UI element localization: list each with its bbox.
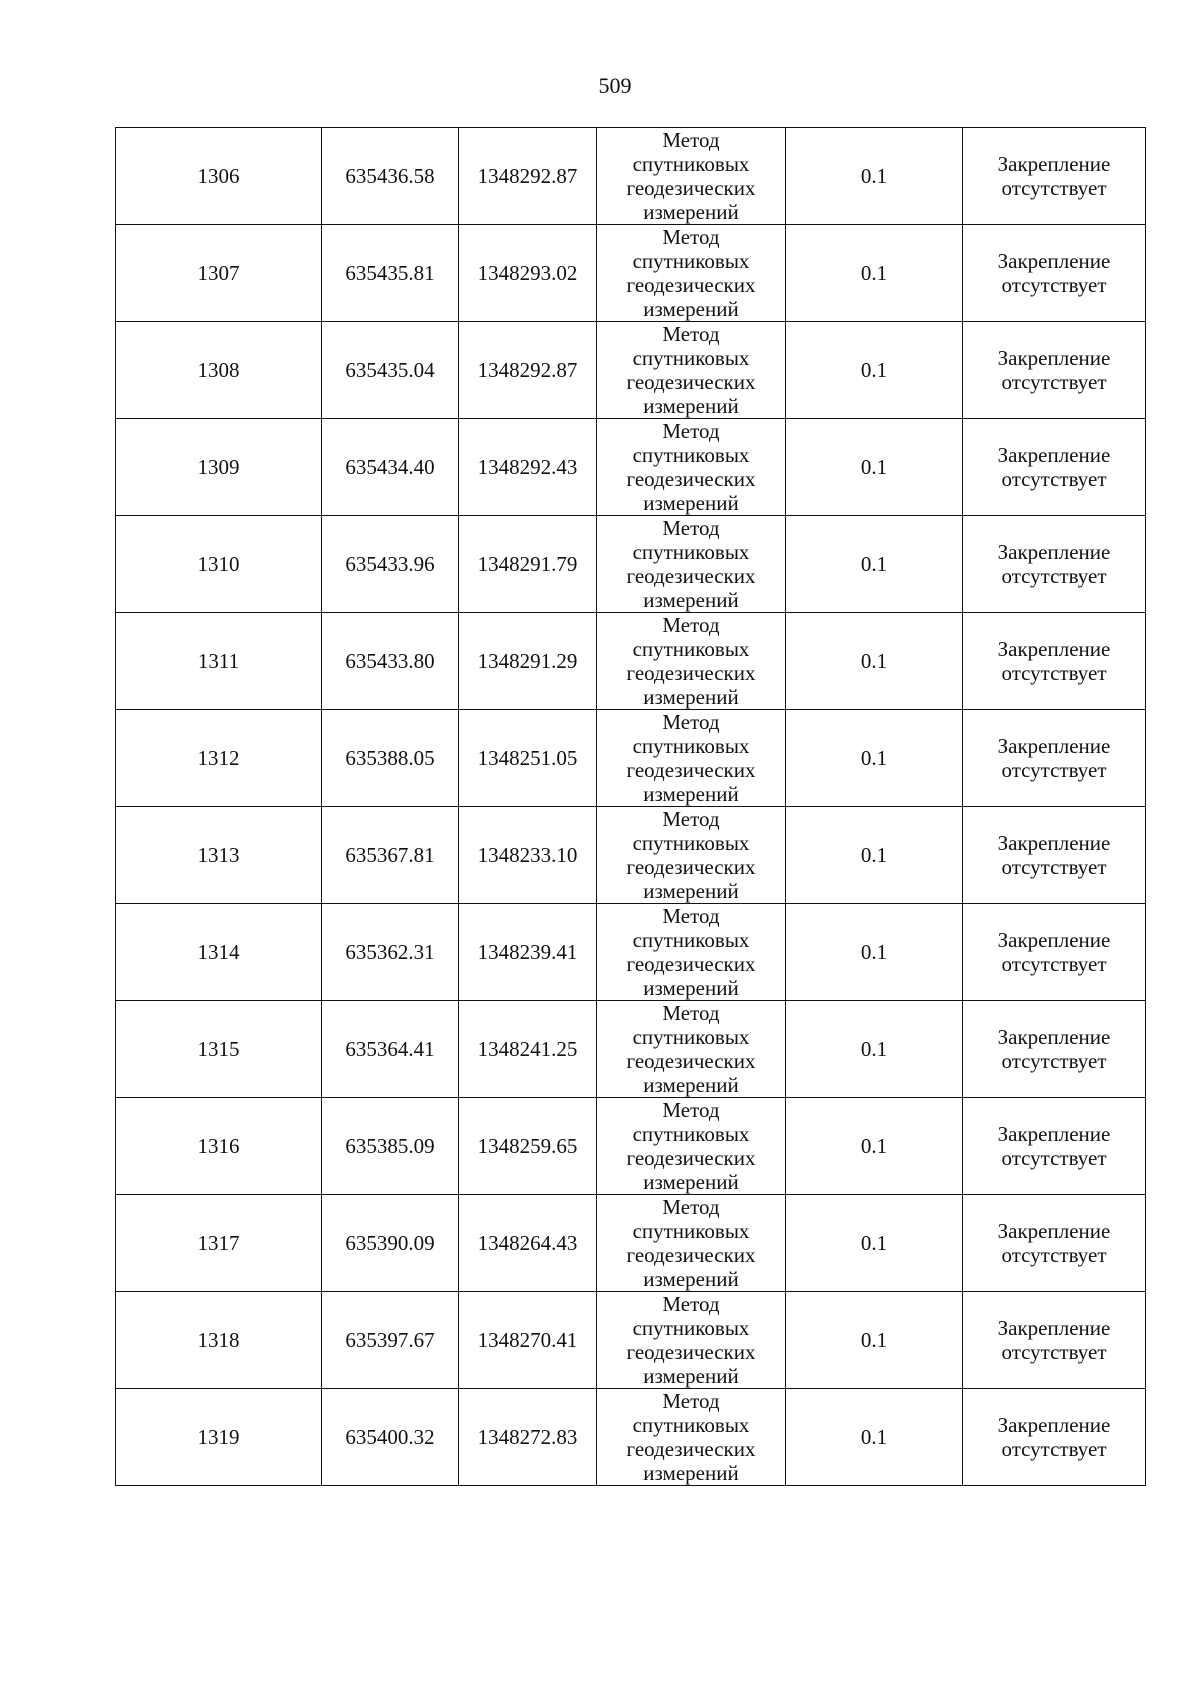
y-coordinate-cell: 1348239.41 <box>459 904 597 1001</box>
fixing-line: Закрепление <box>997 152 1111 176</box>
method-line: измерений <box>643 1073 739 1097</box>
method-line: спутниковых <box>632 1316 750 1340</box>
fixing-cell <box>963 128 1146 225</box>
x-coordinate-cell: 635385.09 <box>322 1098 459 1195</box>
fixing-line: отсутствует <box>1001 370 1107 394</box>
point-number-cell: 1312 <box>116 710 322 807</box>
method-line: спутниковых <box>632 249 750 273</box>
accuracy-cell: 0.1 <box>786 225 963 322</box>
fixing-cell <box>963 807 1146 904</box>
fixing-cell <box>963 516 1146 613</box>
y-coordinate-cell: 1348291.79 <box>459 516 597 613</box>
method-line: измерений <box>643 491 739 515</box>
table-row <box>116 1098 1146 1195</box>
point-number-cell: 1306 <box>116 128 322 225</box>
method-cell <box>597 1098 786 1195</box>
point-number-cell: 1319 <box>116 1389 322 1486</box>
fixing-line: отсутствует <box>1001 564 1107 588</box>
method-cell <box>597 807 786 904</box>
accuracy-cell: 0.1 <box>786 1001 963 1098</box>
fixing-line: отсутствует <box>1001 855 1107 879</box>
fixing-line: Закрепление <box>997 1219 1111 1243</box>
method-line: спутниковых <box>632 734 750 758</box>
coordinates-table-body <box>116 128 1146 1486</box>
fixing-line: отсутствует <box>1001 758 1107 782</box>
method-line: геодезических <box>626 855 756 879</box>
point-number-cell: 1310 <box>116 516 322 613</box>
fixing-cell <box>963 419 1146 516</box>
method-line: геодезических <box>626 758 756 782</box>
fixing-cell <box>963 710 1146 807</box>
y-coordinate-cell: 1348251.05 <box>459 710 597 807</box>
y-coordinate-cell: 1348293.02 <box>459 225 597 322</box>
accuracy-cell: 0.1 <box>786 807 963 904</box>
fixing-line: Закрепление <box>997 1316 1111 1340</box>
x-coordinate-cell: 635390.09 <box>322 1195 459 1292</box>
method-line: Метод <box>662 128 720 152</box>
method-cell <box>597 1292 786 1389</box>
fixing-line: отсутствует <box>1001 1243 1107 1267</box>
method-line: геодезических <box>626 1437 756 1461</box>
method-line: геодезических <box>626 661 756 685</box>
point-number-cell: 1316 <box>116 1098 322 1195</box>
method-line: Метод <box>662 1292 720 1316</box>
x-coordinate-cell: 635400.32 <box>322 1389 459 1486</box>
fixing-line: Закрепление <box>997 443 1111 467</box>
fixing-line: Закрепление <box>997 928 1111 952</box>
point-number-cell: 1307 <box>116 225 322 322</box>
fixing-line: Закрепление <box>997 1122 1111 1146</box>
y-coordinate-cell: 1348291.29 <box>459 613 597 710</box>
table-row <box>116 322 1146 419</box>
fixing-line: отсутствует <box>1001 1049 1107 1073</box>
method-line: геодезических <box>626 1049 756 1073</box>
accuracy-cell: 0.1 <box>786 1292 963 1389</box>
accuracy-cell: 0.1 <box>786 322 963 419</box>
y-coordinate-cell: 1348272.83 <box>459 1389 597 1486</box>
accuracy-cell: 0.1 <box>786 1195 963 1292</box>
fixing-line: Закрепление <box>997 734 1111 758</box>
fixing-line: Закрепление <box>997 1413 1111 1437</box>
fixing-cell <box>963 1292 1146 1389</box>
method-line: геодезических <box>626 1340 756 1364</box>
fixing-cell <box>963 1389 1146 1486</box>
fixing-line: Закрепление <box>997 540 1111 564</box>
fixing-line: отсутствует <box>1001 1340 1107 1364</box>
fixing-line: отсутствует <box>1001 661 1107 685</box>
fixing-cell <box>963 1098 1146 1195</box>
table-row <box>116 225 1146 322</box>
x-coordinate-cell: 635388.05 <box>322 710 459 807</box>
method-line: геодезических <box>626 273 756 297</box>
y-coordinate-cell: 1348264.43 <box>459 1195 597 1292</box>
method-line: Метод <box>662 1001 720 1025</box>
accuracy-cell: 0.1 <box>786 1098 963 1195</box>
fixing-line: отсутствует <box>1001 176 1107 200</box>
accuracy-cell: 0.1 <box>786 904 963 1001</box>
method-line: измерений <box>643 394 739 418</box>
table-row <box>116 1292 1146 1389</box>
method-cell <box>597 128 786 225</box>
point-number-cell: 1318 <box>116 1292 322 1389</box>
fixing-cell <box>963 225 1146 322</box>
point-number-cell: 1311 <box>116 613 322 710</box>
method-cell <box>597 613 786 710</box>
method-line: измерений <box>643 588 739 612</box>
y-coordinate-cell: 1348292.43 <box>459 419 597 516</box>
fixing-line: Закрепление <box>997 1025 1111 1049</box>
method-cell <box>597 516 786 613</box>
method-cell <box>597 1389 786 1486</box>
method-line: Метод <box>662 1389 720 1413</box>
fixing-cell <box>963 1001 1146 1098</box>
table-row <box>116 1195 1146 1292</box>
table-row <box>116 128 1146 225</box>
x-coordinate-cell: 635436.58 <box>322 128 459 225</box>
method-line: Метод <box>662 1195 720 1219</box>
method-line: спутниковых <box>632 831 750 855</box>
y-coordinate-cell: 1348233.10 <box>459 807 597 904</box>
table-row <box>116 516 1146 613</box>
fixing-line: Закрепление <box>997 249 1111 273</box>
coordinates-table <box>115 127 1146 1486</box>
accuracy-cell: 0.1 <box>786 516 963 613</box>
point-number-cell: 1309 <box>116 419 322 516</box>
method-line: Метод <box>662 225 720 249</box>
method-line: Метод <box>662 516 720 540</box>
point-number-cell: 1308 <box>116 322 322 419</box>
method-line: измерений <box>643 1364 739 1388</box>
point-number-cell: 1314 <box>116 904 322 1001</box>
table-row <box>116 613 1146 710</box>
x-coordinate-cell: 635433.96 <box>322 516 459 613</box>
method-cell <box>597 1001 786 1098</box>
x-coordinate-cell: 635362.31 <box>322 904 459 1001</box>
method-cell <box>597 710 786 807</box>
method-line: измерений <box>643 1170 739 1194</box>
fixing-line: отсутствует <box>1001 1437 1107 1461</box>
x-coordinate-cell: 635435.04 <box>322 322 459 419</box>
method-line: геодезических <box>626 176 756 200</box>
method-cell <box>597 322 786 419</box>
method-cell <box>597 419 786 516</box>
method-line: измерений <box>643 685 739 709</box>
method-line: спутниковых <box>632 637 750 661</box>
table-row <box>116 904 1146 1001</box>
method-line: Метод <box>662 807 720 831</box>
method-line: измерений <box>643 879 739 903</box>
method-line: спутниковых <box>632 540 750 564</box>
accuracy-cell: 0.1 <box>786 128 963 225</box>
method-line: спутниковых <box>632 1413 750 1437</box>
method-line: геодезических <box>626 1146 756 1170</box>
method-line: спутниковых <box>632 1122 750 1146</box>
fixing-line: отсутствует <box>1001 952 1107 976</box>
method-line: измерений <box>643 1267 739 1291</box>
y-coordinate-cell: 1348259.65 <box>459 1098 597 1195</box>
x-coordinate-cell: 635433.80 <box>322 613 459 710</box>
accuracy-cell: 0.1 <box>786 710 963 807</box>
fixing-cell <box>963 904 1146 1001</box>
table-row <box>116 1389 1146 1486</box>
method-line: Метод <box>662 710 720 734</box>
method-line: спутниковых <box>632 443 750 467</box>
table-row <box>116 1001 1146 1098</box>
method-line: геодезических <box>626 467 756 491</box>
method-line: измерений <box>643 297 739 321</box>
fixing-line: Закрепление <box>997 346 1111 370</box>
point-number-cell: 1315 <box>116 1001 322 1098</box>
point-number-cell: 1313 <box>116 807 322 904</box>
fixing-cell <box>963 613 1146 710</box>
fixing-line: отсутствует <box>1001 273 1107 297</box>
method-cell <box>597 1195 786 1292</box>
method-line: геодезических <box>626 1243 756 1267</box>
fixing-line: Закрепление <box>997 637 1111 661</box>
accuracy-cell: 0.1 <box>786 419 963 516</box>
method-line: Метод <box>662 1098 720 1122</box>
accuracy-cell: 0.1 <box>786 613 963 710</box>
method-line: Метод <box>662 419 720 443</box>
fixing-line: отсутствует <box>1001 467 1107 491</box>
table-row <box>116 419 1146 516</box>
fixing-cell <box>963 1195 1146 1292</box>
method-line: геодезических <box>626 370 756 394</box>
method-line: спутниковых <box>632 152 750 176</box>
method-line: спутниковых <box>632 1025 750 1049</box>
y-coordinate-cell: 1348270.41 <box>459 1292 597 1389</box>
x-coordinate-cell: 635434.40 <box>322 419 459 516</box>
fixing-line: отсутствует <box>1001 1146 1107 1170</box>
table-row <box>116 710 1146 807</box>
accuracy-cell: 0.1 <box>786 1389 963 1486</box>
method-line: геодезических <box>626 564 756 588</box>
fixing-cell <box>963 322 1146 419</box>
fixing-line: Закрепление <box>997 831 1111 855</box>
x-coordinate-cell: 635397.67 <box>322 1292 459 1389</box>
method-line: измерений <box>643 1461 739 1485</box>
method-line: Метод <box>662 613 720 637</box>
method-line: спутниковых <box>632 928 750 952</box>
y-coordinate-cell: 1348292.87 <box>459 322 597 419</box>
page-number: 509 <box>598 73 632 98</box>
method-line: измерений <box>643 200 739 224</box>
method-line: спутниковых <box>632 1219 750 1243</box>
x-coordinate-cell: 635435.81 <box>322 225 459 322</box>
method-cell <box>597 225 786 322</box>
method-line: Метод <box>662 904 720 928</box>
method-line: измерений <box>643 782 739 806</box>
method-cell <box>597 904 786 1001</box>
method-line: измерений <box>643 976 739 1000</box>
y-coordinate-cell: 1348292.87 <box>459 128 597 225</box>
y-coordinate-cell: 1348241.25 <box>459 1001 597 1098</box>
x-coordinate-cell: 635367.81 <box>322 807 459 904</box>
method-line: геодезических <box>626 952 756 976</box>
method-line: спутниковых <box>632 346 750 370</box>
x-coordinate-cell: 635364.41 <box>322 1001 459 1098</box>
table-row <box>116 807 1146 904</box>
point-number-cell: 1317 <box>116 1195 322 1292</box>
method-line: Метод <box>662 322 720 346</box>
